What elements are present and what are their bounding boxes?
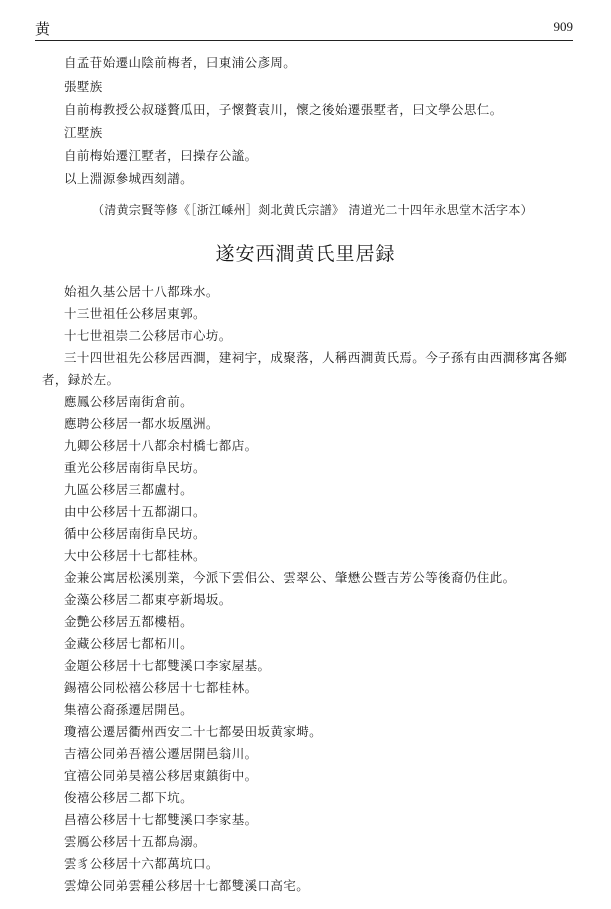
running-head: 黄 — [35, 20, 51, 38]
text-line: 應聘公移居一都水坂凰洲。 — [64, 416, 219, 431]
text-line: 金題公移居十七都雙溪口李家屋基。 — [64, 658, 271, 673]
text-line: 雲豸公移居十六都萬坑口。 — [64, 856, 219, 871]
clan-heading: 江墅族 — [64, 125, 103, 140]
text-line: 應鳳公移居南街倉前。 — [64, 394, 194, 409]
text-line: 瓊禧公遷居衢州西安二十七都晏田坂黄家塒。 — [64, 724, 323, 739]
clan-heading: 張墅族 — [64, 79, 103, 94]
text-line: 雲煒公同弟雲種公移居十七都雙溪口高宅。 — [64, 878, 310, 893]
text-line: 雲鴈公移居十五都烏溺。 — [64, 834, 206, 849]
text-line: 十三世祖任公移居東郭。 — [64, 306, 206, 321]
text-line: 自孟苷始遷山陰前梅者，曰東浦公彥周。 — [64, 55, 297, 70]
text-line: 者，録於左。 — [42, 372, 120, 387]
text-line: 俊禧公移居二都下坑。 — [64, 790, 194, 805]
text-line: 十七世祖崇二公移居市心坊。 — [64, 328, 232, 343]
text-line: 九卿公移居十八都余村橋七都店。 — [64, 438, 258, 453]
page-number: 909 — [553, 19, 573, 34]
text-line: 金艷公移居五都樓梧。 — [64, 614, 194, 629]
section-title: 遂安西澗黄氏里居録 — [215, 243, 396, 265]
text-line: 由中公移居十五都湖口。 — [64, 504, 206, 519]
text-line: 宜禧公同弟昊禧公移居東鎮街中。 — [64, 768, 258, 783]
text-line: 金藏公移居七都柘川。 — [64, 636, 194, 651]
text-line: 昌禧公移居十七都雙溪口李家基。 — [64, 812, 258, 827]
source-citation: （清黄宗賢等修《［浙江嵊州］剡北黄氏宗譜》 清道光二十四年永思堂木活字本） — [92, 203, 533, 217]
text-line: 以上淵源參城西刻譜。 — [64, 171, 194, 186]
text-line: 大中公移居十七都桂林。 — [64, 548, 206, 563]
text-line: 金兼公寓居松溪別業，今派下雲佀公、雲翠公、肇懋公暨吉芳公等後裔仍住此。 — [64, 570, 516, 585]
text-line: 重光公移居南街阜民坊。 — [64, 460, 206, 475]
text-line: 循中公移居南街阜民坊。 — [64, 526, 206, 541]
text-line: 集禧公裔孫遷居開邑。 — [64, 702, 194, 717]
text-line: 吉禧公同弟吾禧公遷居開邑翁川。 — [64, 746, 258, 761]
text-line: 三十四世祖先公移居西澗，建祠宇，成聚落，人稱西澗黄氏焉。今子孫有由西澗移寓各鄉 — [64, 350, 568, 365]
text-line: 自前梅始遷江墅者，曰操存公謐。 — [64, 148, 258, 163]
text-line: 始祖久基公居十八都珠水。 — [64, 284, 219, 299]
text-line: 錫禧公同松禧公移居十七都桂林。 — [64, 680, 258, 695]
page-header — [35, 14, 573, 41]
text-line: 九區公移居三都盧村。 — [64, 482, 194, 497]
text-line: 自前梅教授公叔璲贅瓜田，子懷贅袁川，懷之後始遷張墅者，曰文學公思仁。 — [64, 102, 503, 117]
text-line: 金藻公移居二都東亭新堨坂。 — [64, 592, 232, 607]
